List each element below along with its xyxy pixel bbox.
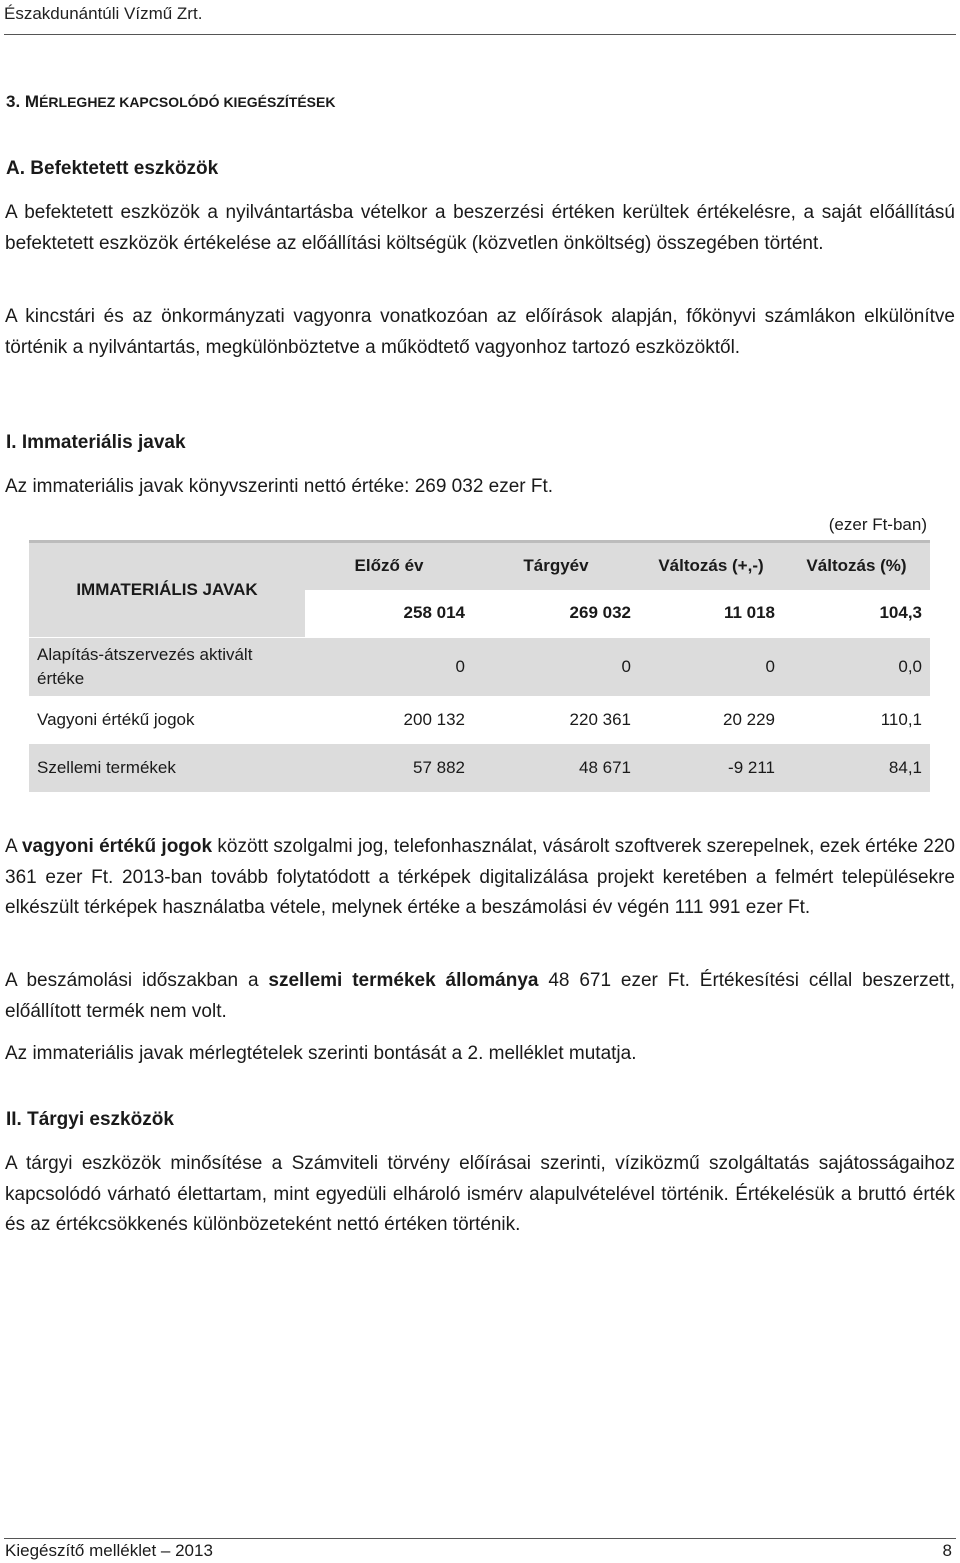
paragraph-2: A kincstári és az önkormányzati vagyonra vonatkozóan az előírások alapján, főkönyvi számlákon elkülönítve történik a nyilvántartás, megkülönböztetve a működtető vagyonhoz tartozó eszközöktől. [5,306,955,358]
row-label: Alapítás-átszervezés aktivált értéke [29,638,305,696]
paragraph-4-bold: vagyoni értékű jogok [21,836,213,857]
footer-divider [4,1538,956,1539]
row-value: 0,0 [783,638,930,696]
table-row [29,744,930,792]
row-value: 57 882 [305,744,473,792]
row-value: 0 [639,638,783,696]
section-title-rest: ÉRLEGHEZ KAPCSOLÓDÓ KIEGÉSZÍTÉSEK [39,94,336,110]
subheading-ii: II. Tárgyi eszközök [6,1109,174,1130]
intangibles-table [29,540,930,792]
table-main-label: IMMATERIÁLIS JAVAK [29,542,305,638]
table-row [29,638,930,696]
row-value: 220 361 [473,696,639,744]
paragraph-1: A befektetett eszközök a nyilvántartásba vételkor a beszerzési értéken kerültek értékelésre, a saját előállítású befektetett eszközök értékelése az előállítási költségük (közvetlen önköltség) összegében történt. [5,202,955,254]
total-change-pct: 104,3 [783,590,930,638]
row-value: 48 671 [473,744,639,792]
paragraph-5-rest: 48 671 ezer Ft. Értékesítési céllal beszerzett, előállított termék nem volt. [5,970,955,1022]
section-heading [6,92,335,112]
row-value: 200 132 [305,696,473,744]
row-label: Vagyoni értékű jogok [29,696,305,744]
paragraph-4 [5,832,955,924]
paragraph-6: Az immateriális javak mérlegtételek szerinti bontását a 2. melléklet mutatja. [5,1043,637,1064]
paragraph-4-rest: között szolgalmi jog, telefonhasználat, vásárolt szoftverek szerepelnek, ezek értéke 220 361 ezer Ft. 2013-ban tovább folytatódott a térképek digitalizálása projekt keretében a felmért településekre elkészült térképek használatba vétele, melynek értéke a beszámolási év végén 111 991 ezer Ft. [5,836,955,918]
table-unit-note: (ezer Ft-ban) [828,515,927,534]
row-value: 0 [305,638,473,696]
section-number: 3. [6,92,21,111]
company-header: Északdunántúli Vízmű Zrt. [4,4,203,23]
row-value: -9 211 [639,744,783,792]
total-change-abs: 11 018 [639,590,783,638]
col-header-current-year: Tárgyév [473,542,639,590]
page-number: 8 [942,1541,952,1560]
subheading-a: A. Befektetett eszközök [6,158,219,179]
subheading-i: I. Immateriális javak [6,432,186,453]
row-value: 0 [473,638,639,696]
col-header-prev-year: Előző év [305,542,473,590]
row-value: 20 229 [639,696,783,744]
paragraph-5-start: A beszámolási időszakban a [5,970,269,991]
footer-title: Kiegészítő melléklet – 2013 [5,1541,213,1560]
total-prev-year: 258 014 [305,590,473,638]
table-row [29,696,930,744]
paragraph-5 [5,966,955,1027]
paragraph-3: Az immateriális javak könyvszerinti nettó értéke: 269 032 ezer Ft. [5,476,554,497]
section-title-initial: M [24,92,40,111]
header-divider [4,34,956,35]
row-label: Szellemi termékek [29,744,305,792]
total-current-year: 269 032 [473,590,639,638]
paragraph-4-start: A [5,836,22,857]
paragraph-5-bold: szellemi termékek állománya [268,970,539,991]
col-header-change-abs: Változás (+,-) [639,542,783,590]
paragraph-7: A tárgyi eszközök minősítése a Számviteli törvény előírásai szerinti, víziközmű szolgáltatás sajátosságaihoz kapcsolódó várható élettartam, mint egyedüli elhároló ismérv alapulvételével történik. Értékelésük a bruttó érték és az értékcsökkenés különbözeteként nettó értéken történik. [5,1153,955,1235]
row-value: 84,1 [783,744,930,792]
col-header-change-pct: Változás (%) [783,542,930,590]
row-value: 110,1 [783,696,930,744]
